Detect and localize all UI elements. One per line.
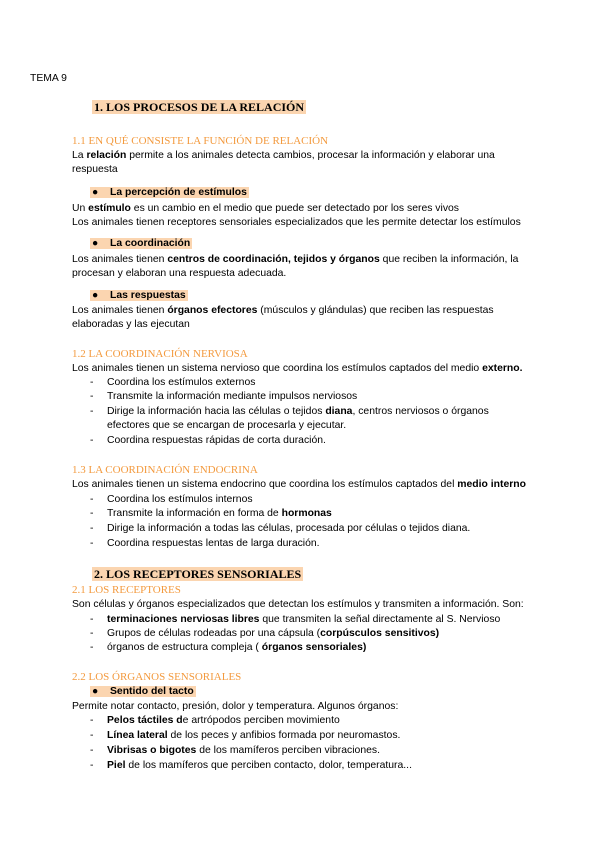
bullet-icon: ● [92, 290, 99, 301]
section-2-title: 2. LOS RECEPTORES SENSORIALES [94, 567, 302, 581]
subsection-1-2-title: 1.2 LA COORDINACIÓN NERVIOSA [72, 348, 248, 360]
coordinacion-line2: procesan y elaboran una respuesta adecuada. [72, 268, 287, 279]
tacto-intro: Permite notar contacto, presión, dolor y temperatura. Algunos órganos: [72, 701, 399, 712]
relacion-paragraph-line2: respuesta [72, 164, 118, 175]
doc-label: TEMA 9 [30, 73, 67, 84]
bullet-heading-coordinacion: ● La coordinación [92, 238, 191, 249]
bullet-heading-respuestas: ● Las respuestas [92, 290, 186, 301]
subsection-2-1-title: 2.1 LOS RECEPTORES [72, 584, 181, 596]
section-1-title: 1. LOS PROCESOS DE LA RELACIÓN [94, 100, 305, 114]
subsection-1-3-title: 1.3 LA COORDINACIÓN ENDOCRINA [72, 464, 258, 476]
receptores-intro: Son células y órganos especializados que detectan los estímulos y transmiten a información. Son: [72, 599, 524, 610]
estimulo-line1: Un estímulo es un cambio en el medio que puede ser detectado por los seres vivos [72, 203, 459, 214]
bullet-heading-tacto: ● Sentido del tacto [92, 686, 194, 697]
subsection-2-2-title: 2.2 LOS ÓRGANOS SENSORIALES [72, 671, 242, 683]
nerviosa-intro: Los animales tienen un sistema nervioso que coordina los estímulos captados del medio externo. [72, 363, 523, 374]
subsection-1-1-title: 1.1 EN QUÉ CONSISTE LA FUNCIÓN DE RELACIÓN [72, 135, 329, 147]
respuestas-line1: Los animales tienen órganos efectores (músculos y glándulas) que reciben las respuestas [72, 305, 494, 316]
respuestas-line2: elaboradas y las ejecutan [72, 319, 190, 330]
bullet-heading-percepcion: ● La percepción de estímulos [92, 187, 247, 198]
bullet-icon: ● [92, 238, 99, 249]
bullet-icon: ● [92, 187, 99, 198]
estimulo-line2: Los animales tienen receptores sensoriales especializados que les permite detectar los estímulos [72, 217, 521, 228]
coordinacion-line1: Los animales tienen centros de coordinación, tejidos y órganos que reciben la información, la [72, 254, 519, 265]
bullet-icon: ● [92, 686, 99, 697]
relacion-paragraph-line1: La relación permite a los animales detecta cambios, procesar la información y elaborar una [72, 150, 495, 161]
endocrina-intro: Los animales tienen un sistema endocrino que coordina los estímulos captados del medio interno [72, 479, 526, 490]
